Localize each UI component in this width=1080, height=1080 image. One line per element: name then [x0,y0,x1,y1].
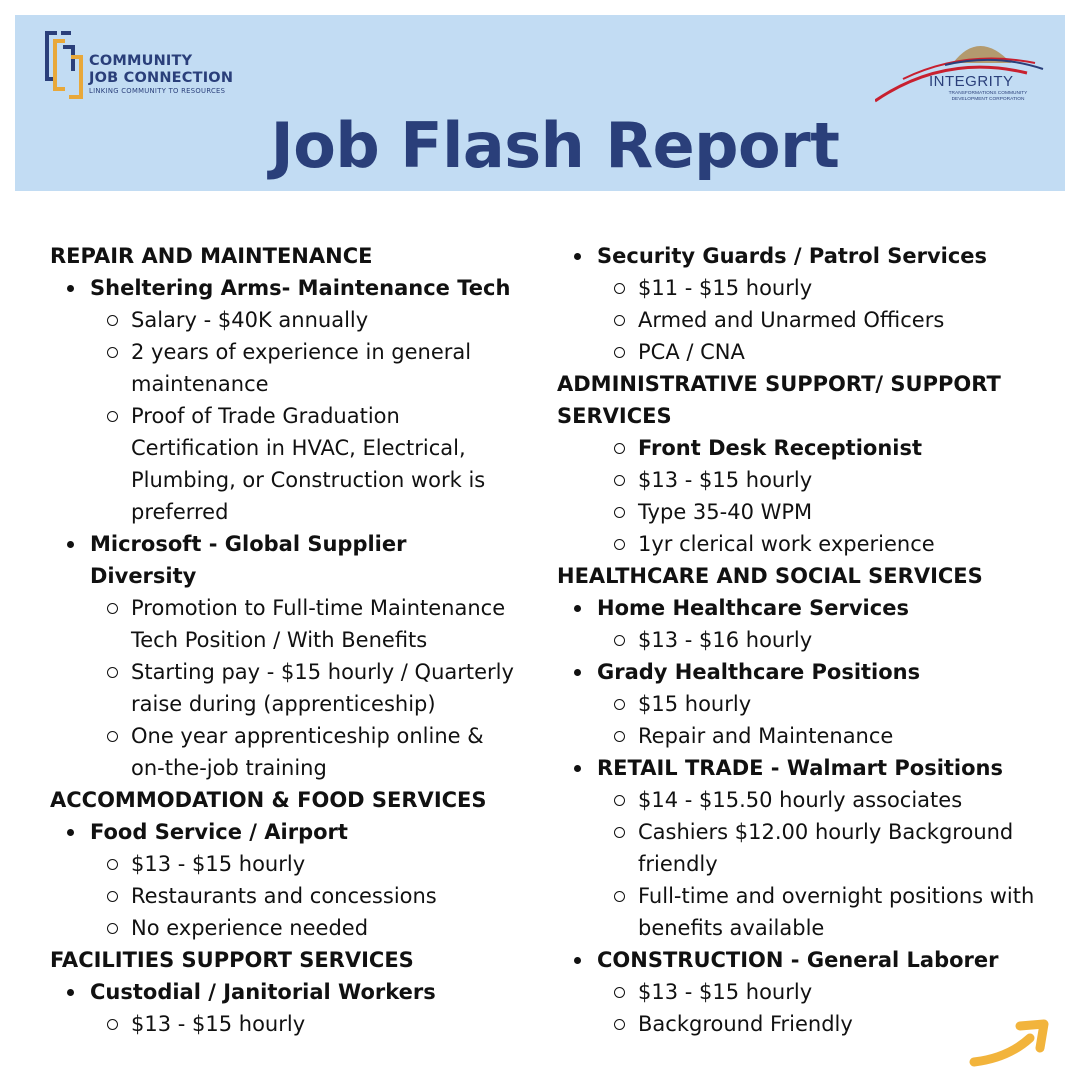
job-detail-item: One year apprenticeship online & on-the-job training [50,720,520,784]
job-detail-item: Armed and Unarmed Officers [557,304,1037,336]
section-heading: HEALTHCARE AND SOCIAL SERVICES [557,564,983,588]
integrity-logo [875,23,1047,115]
job-detail-item: $13 - $15 hourly [50,1008,520,1040]
job-title-item: Home Healthcare Services [557,592,1037,624]
job-detail-item: 2 years of experience in general maintenance [50,336,520,400]
section-heading: FACILITIES SUPPORT SERVICES [50,948,414,972]
job-detail-item: PCA / CNA [557,336,1037,368]
job-detail-item: $13 - $15 hourly [50,848,520,880]
job-title-item: Sheltering Arms- Maintenance Tech [50,272,520,304]
job-title-item: RETAIL TRADE - Walmart Positions [557,752,1037,784]
job-detail-item: Promotion to Full-time Maintenance Tech Position / With Benefits [50,592,520,656]
job-detail-item: 1yr clerical work experience [557,528,1037,560]
left-column [50,240,520,1040]
job-detail-item: Starting pay - $15 hourly / Quarterly raise during (apprenticeship) [50,656,520,720]
job-title-item: Custodial / Janitorial Workers [50,976,520,1008]
job-detail-item: Restaurants and concessions [50,880,520,912]
cjc-logo-text [89,53,233,96]
cjc-logo-line2: JOB CONNECTION [89,70,234,86]
job-title-item: Security Guards / Patrol Services [557,240,1037,272]
right-column [557,240,1037,1040]
job-detail-item: Cashiers $12.00 hourly Background friendly [557,816,1037,880]
cjc-logo-tagline: LINKING COMMUNITY TO RESOURCES [89,87,226,95]
job-detail-item: Background Friendly [557,1008,1037,1040]
job-detail-item: Full-time and overnight positions with benefits available [557,880,1037,944]
job-detail-item: $15 hourly [557,688,1037,720]
section-heading: REPAIR AND MAINTENANCE [50,244,373,268]
job-title-item: CONSTRUCTION - General Laborer [557,944,1037,976]
job-detail-item: $14 - $15.50 hourly associates [557,784,1037,816]
page-title: Job Flash Report [270,109,840,182]
integrity-logo-name: INTEGRITY [929,73,1014,90]
cjc-logo-line1: COMMUNITY [89,53,193,69]
job-detail-item: No experience needed [50,912,520,944]
arrow-right-icon[interactable] [968,1010,1058,1070]
job-detail-item: $13 - $15 hourly [557,464,1037,496]
job-detail-item: $11 - $15 hourly [557,272,1037,304]
job-title-item: Food Service / Airport [50,816,520,848]
integrity-logo-subtitle: TRANSFORMATIONS COMMUNITY DEVELOPMENT CORPORATION [948,91,1028,102]
job-title-item: Grady Healthcare Positions [557,656,1037,688]
job-detail-item: Type 35-40 WPM [557,496,1037,528]
job-detail-item: $13 - $16 hourly [557,624,1037,656]
section-heading: ACCOMMODATION & FOOD SERVICES [50,788,487,812]
header-banner [15,15,1065,191]
job-detail-item: $13 - $15 hourly [557,976,1037,1008]
cjc-logo-mark [43,27,87,103]
section-heading: ADMINISTRATIVE SUPPORT/ SUPPORT SERVICES [557,372,1001,428]
job-detail-item: Repair and Maintenance [557,720,1037,752]
job-detail-item: Proof of Trade Graduation Certification in HVAC, Electrical, Plumbing, or Construction work is preferred [50,400,520,528]
job-detail-item: Front Desk Receptionist [557,432,1037,464]
job-title-item: Microsoft - Global Supplier Diversity [50,528,520,592]
job-detail-item: Salary - $40K annually [50,304,520,336]
community-job-connection-logo [43,27,273,107]
